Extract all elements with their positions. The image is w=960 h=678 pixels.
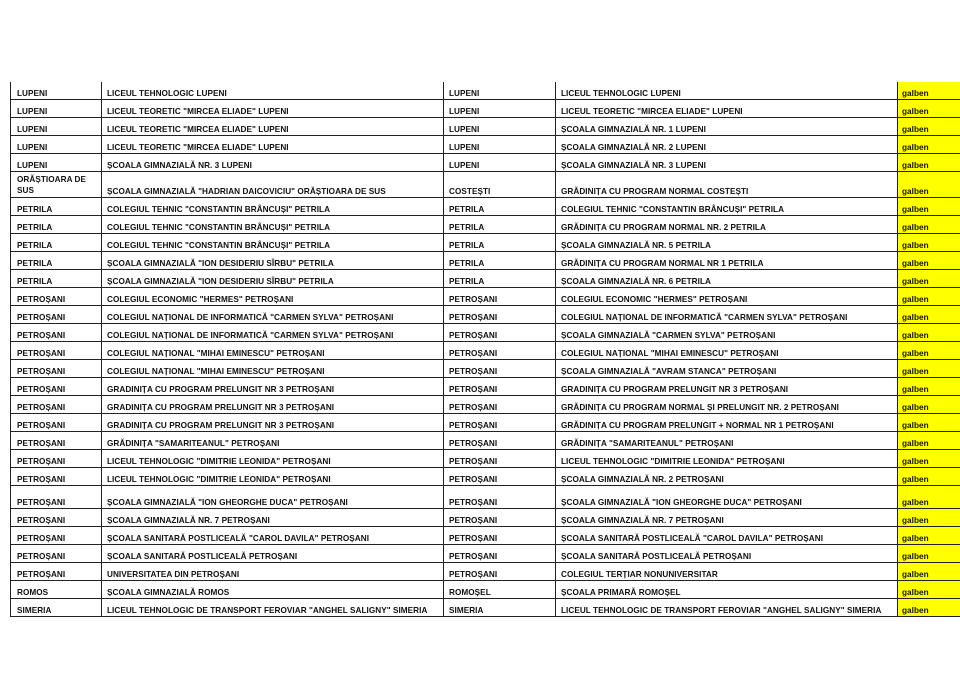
school-unit-cell: COLEGIUL TEHNIC "CONSTANTIN BRÂNCUȘI" PETRILA — [102, 216, 444, 234]
locality-cell: PETROȘANI — [11, 545, 102, 563]
school-unit-cell: ȘCOALA GIMNAZIALĂ ROMOS — [102, 581, 444, 599]
target-unit-cell: GRĂDINIȚA CU PROGRAM NORMAL COSTEȘTI — [556, 172, 898, 198]
target-locality-cell: LUPENI — [444, 118, 556, 136]
locality-cell: PETROȘANI — [11, 414, 102, 432]
target-unit-cell: COLEGIUL TEHNIC "CONSTANTIN BRÂNCUȘI" PETRILA — [556, 198, 898, 216]
table-row — [11, 252, 960, 270]
target-locality-cell: PETRILA — [444, 270, 556, 288]
target-unit-cell: ȘCOALA SANITARĂ POSTLICEALĂ PETROȘANI — [556, 545, 898, 563]
school-unit-cell: LICEUL TEORETIC "MIRCEA ELIADE" LUPENI — [102, 118, 444, 136]
target-locality-cell: PETROȘANI — [444, 468, 556, 486]
school-unit-cell: LICEUL TEHNOLOGIC "DIMITRIE LEONIDA" PETROȘANI — [102, 450, 444, 468]
table-row — [11, 378, 960, 396]
table-row — [11, 82, 960, 100]
status-cell: galben — [898, 198, 960, 216]
status-cell: galben — [898, 378, 960, 396]
locality-cell: PETRILA — [11, 234, 102, 252]
target-unit-cell: GRĂDINIȚA CU PROGRAM PRELUNGIT + NORMAL NR 1 PETROȘANI — [556, 414, 898, 432]
table-row — [11, 306, 960, 324]
target-locality-cell: SIMERIA — [444, 599, 556, 617]
status-cell: galben — [898, 252, 960, 270]
status-cell: galben — [898, 216, 960, 234]
target-unit-cell: ȘCOALA GIMNAZIALĂ NR. 7 PETROȘANI — [556, 509, 898, 527]
table-row — [11, 468, 960, 486]
status-cell: galben — [898, 414, 960, 432]
target-locality-cell: PETROȘANI — [444, 450, 556, 468]
target-unit-cell: ȘCOALA GIMNAZIALĂ NR. 5 PETRILA — [556, 234, 898, 252]
status-cell: galben — [898, 234, 960, 252]
table-row — [11, 100, 960, 118]
locality-cell: PETROȘANI — [11, 306, 102, 324]
status-cell: galben — [898, 324, 960, 342]
school-unit-cell: ȘCOALA GIMNAZIALĂ NR. 7 PETROȘANI — [102, 509, 444, 527]
table-row — [11, 563, 960, 581]
locality-cell: PETROȘANI — [11, 396, 102, 414]
locality-cell: LUPENI — [11, 118, 102, 136]
target-locality-cell: LUPENI — [444, 154, 556, 172]
school-unit-cell: ȘCOALA SANITARĂ POSTLICEALĂ "CAROL DAVILA" PETROȘANI — [102, 527, 444, 545]
status-cell: galben — [898, 545, 960, 563]
locality-cell: PETROȘANI — [11, 432, 102, 450]
target-unit-cell: LICEUL TEHNOLOGIC DE TRANSPORT FEROVIAR "ANGHEL SALIGNY" SIMERIA — [556, 599, 898, 617]
target-unit-cell: LICEUL TEHNOLOGIC "DIMITRIE LEONIDA" PETROȘANI — [556, 450, 898, 468]
status-cell: galben — [898, 432, 960, 450]
status-cell: galben — [898, 509, 960, 527]
target-unit-cell: GRĂDINIȚA CU PROGRAM NORMAL NR 1 PETRILA — [556, 252, 898, 270]
locality-cell: PETROȘANI — [11, 509, 102, 527]
table-row — [11, 198, 960, 216]
table-row — [11, 545, 960, 563]
target-unit-cell: ȘCOALA GIMNAZIALĂ NR. 6 PETRILA — [556, 270, 898, 288]
locality-cell: PETROȘANI — [11, 527, 102, 545]
school-unit-cell: LICEUL TEHNOLOGIC "DIMITRIE LEONIDA" PETROȘANI — [102, 468, 444, 486]
school-unit-cell: ȘCOALA SANITARĂ POSTLICEALĂ PETROȘANI — [102, 545, 444, 563]
locality-cell: PETROȘANI — [11, 450, 102, 468]
target-locality-cell: PETRILA — [444, 216, 556, 234]
spreadsheet-page — [10, 82, 960, 617]
locality-cell: LUPENI — [11, 136, 102, 154]
school-unit-cell: ȘCOALA GIMNAZIALĂ NR. 3 LUPENI — [102, 154, 444, 172]
target-unit-cell: ȘCOALA GIMNAZIALĂ NR. 3 LUPENI — [556, 154, 898, 172]
target-locality-cell: PETROȘANI — [444, 432, 556, 450]
target-locality-cell: PETROȘANI — [444, 288, 556, 306]
status-cell: galben — [898, 599, 960, 617]
status-cell: galben — [898, 172, 960, 198]
table-row — [11, 118, 960, 136]
target-locality-cell: LUPENI — [444, 100, 556, 118]
school-unit-cell: COLEGIUL ECONOMIC "HERMES" PETROȘANI — [102, 288, 444, 306]
target-unit-cell: ȘCOALA GIMNAZIALĂ "CARMEN SYLVA" PETROȘANI — [556, 324, 898, 342]
target-unit-cell: ȘCOALA GIMNAZIALĂ "AVRAM STANCA" PETROȘANI — [556, 360, 898, 378]
table-row — [11, 136, 960, 154]
target-locality-cell: PETROȘANI — [444, 527, 556, 545]
locality-cell: LUPENI — [11, 154, 102, 172]
locality-cell: PETRILA — [11, 198, 102, 216]
table-row — [11, 450, 960, 468]
target-locality-cell: PETROȘANI — [444, 306, 556, 324]
locality-cell: PETRILA — [11, 216, 102, 234]
locality-cell: PETROȘANI — [11, 468, 102, 486]
status-cell: galben — [898, 154, 960, 172]
table-row — [11, 270, 960, 288]
school-unit-cell: LICEUL TEHNOLOGIC DE TRANSPORT FEROVIAR "ANGHEL SALIGNY" SIMERIA — [102, 599, 444, 617]
table-row — [11, 324, 960, 342]
table-row — [11, 432, 960, 450]
status-cell: galben — [898, 486, 960, 509]
table-row — [11, 360, 960, 378]
school-unit-cell: GRĂDINIȚA "SAMARITEANUL" PETROȘANI — [102, 432, 444, 450]
locality-cell: PETROȘANI — [11, 288, 102, 306]
school-unit-cell: GRADINIȚA CU PROGRAM PRELUNGIT NR 3 PETROȘANI — [102, 396, 444, 414]
school-unit-cell: LICEUL TEORETIC "MIRCEA ELIADE" LUPENI — [102, 100, 444, 118]
status-cell: galben — [898, 118, 960, 136]
target-locality-cell: PETRILA — [444, 234, 556, 252]
target-locality-cell: COSTEȘTI — [444, 172, 556, 198]
target-unit-cell: COLEGIUL ECONOMIC "HERMES" PETROȘANI — [556, 288, 898, 306]
status-cell: galben — [898, 82, 960, 100]
school-unit-cell: COLEGIUL NAȚIONAL "MIHAI EMINESCU" PETROȘANI — [102, 360, 444, 378]
target-locality-cell: LUPENI — [444, 136, 556, 154]
locality-cell: PETROȘANI — [11, 563, 102, 581]
status-cell: galben — [898, 288, 960, 306]
locality-cell: ROMOS — [11, 581, 102, 599]
locality-cell: PETRILA — [11, 270, 102, 288]
table-row — [11, 234, 960, 252]
school-unit-cell: LICEUL TEORETIC "MIRCEA ELIADE" LUPENI — [102, 136, 444, 154]
schools-table — [10, 82, 960, 617]
locality-cell: LUPENI — [11, 100, 102, 118]
table-row — [11, 288, 960, 306]
status-cell: galben — [898, 396, 960, 414]
target-unit-cell: COLEGIUL NAȚIONAL DE INFORMATICĂ "CARMEN SYLVA" PETROȘANI — [556, 306, 898, 324]
table-row — [11, 216, 960, 234]
school-unit-cell: ȘCOALA GIMNAZIALĂ "ION DESIDERIU SÎRBU" PETRILA — [102, 270, 444, 288]
target-unit-cell: GRĂDINIȚA CU PROGRAM NORMAL NR. 2 PETRILA — [556, 216, 898, 234]
target-unit-cell: GRĂDINIȚA CU PROGRAM NORMAL ȘI PRELUNGIT NR. 2 PETROȘANI — [556, 396, 898, 414]
target-unit-cell: ȘCOALA GIMNAZIALĂ NR. 2 LUPENI — [556, 136, 898, 154]
table-row — [11, 581, 960, 599]
status-cell: galben — [898, 450, 960, 468]
school-unit-cell: GRADINIȚA CU PROGRAM PRELUNGIT NR 3 PETROȘANI — [102, 378, 444, 396]
table-row — [11, 599, 960, 617]
school-unit-cell: GRADINIȚA CU PROGRAM PRELUNGIT NR 3 PETROȘANI — [102, 414, 444, 432]
table-row — [11, 154, 960, 172]
target-unit-cell: ȘCOALA GIMNAZIALĂ NR. 1 LUPENI — [556, 118, 898, 136]
school-unit-cell: UNIVERSITATEA DIN PETROȘANI — [102, 563, 444, 581]
target-unit-cell: LICEUL TEHNOLOGIC LUPENI — [556, 82, 898, 100]
target-unit-cell: GRĂDINIȚA "SAMARITEANUL" PETROȘANI — [556, 432, 898, 450]
school-unit-cell: COLEGIUL NAȚIONAL DE INFORMATICĂ "CARMEN SYLVA" PETROȘANI — [102, 324, 444, 342]
locality-cell: SIMERIA — [11, 599, 102, 617]
target-unit-cell: COLEGIUL NAȚIONAL "MIHAI EMINESCU" PETROȘANI — [556, 342, 898, 360]
target-locality-cell: PETROȘANI — [444, 414, 556, 432]
locality-cell: LUPENI — [11, 82, 102, 100]
target-unit-cell: ȘCOALA SANITARĂ POSTLICEALĂ "CAROL DAVILA" PETROȘANI — [556, 527, 898, 545]
target-locality-cell: ROMOȘEL — [444, 581, 556, 599]
status-cell: galben — [898, 270, 960, 288]
target-locality-cell: PETRILA — [444, 198, 556, 216]
school-unit-cell: LICEUL TEHNOLOGIC LUPENI — [102, 82, 444, 100]
school-unit-cell: COLEGIUL TEHNIC "CONSTANTIN BRÂNCUȘI" PETRILA — [102, 234, 444, 252]
table-row — [11, 172, 960, 198]
target-locality-cell: PETRILA — [444, 252, 556, 270]
table-row — [11, 342, 960, 360]
school-unit-cell: ȘCOALA GIMNAZIALĂ "ION DESIDERIU SÎRBU" PETRILA — [102, 252, 444, 270]
status-cell: galben — [898, 527, 960, 545]
status-cell: galben — [898, 342, 960, 360]
target-unit-cell: COLEGIUL TERȚIAR NONUNIVERSITAR — [556, 563, 898, 581]
target-locality-cell: PETROȘANI — [444, 563, 556, 581]
school-unit-cell: COLEGIUL TEHNIC "CONSTANTIN BRÂNCUȘI" PETRILA — [102, 198, 444, 216]
table-row — [11, 509, 960, 527]
target-unit-cell: ȘCOALA GIMNAZIALĂ NR. 2 PETROȘANI — [556, 468, 898, 486]
target-locality-cell: PETROȘANI — [444, 545, 556, 563]
target-locality-cell: LUPENI — [444, 82, 556, 100]
target-locality-cell: PETROȘANI — [444, 360, 556, 378]
table-body — [11, 82, 960, 617]
status-cell: galben — [898, 581, 960, 599]
locality-cell: PETROȘANI — [11, 342, 102, 360]
table-row — [11, 396, 960, 414]
status-cell: galben — [898, 468, 960, 486]
target-unit-cell: ȘCOALA PRIMARĂ ROMOȘEL — [556, 581, 898, 599]
target-unit-cell: ȘCOALA GIMNAZIALĂ "ION GHEORGHE DUCA" PETROȘANI — [556, 486, 898, 509]
locality-cell: PETROȘANI — [11, 324, 102, 342]
target-locality-cell: PETROȘANI — [444, 324, 556, 342]
locality-cell: PETROȘANI — [11, 378, 102, 396]
table-row — [11, 527, 960, 545]
table-row — [11, 486, 960, 509]
target-locality-cell: PETROȘANI — [444, 342, 556, 360]
status-cell: galben — [898, 360, 960, 378]
school-unit-cell: COLEGIUL NAȚIONAL DE INFORMATICĂ "CARMEN SYLVA" PETROȘANI — [102, 306, 444, 324]
status-cell: galben — [898, 563, 960, 581]
locality-cell: PETROȘANI — [11, 360, 102, 378]
target-unit-cell: LICEUL TEORETIC "MIRCEA ELIADE" LUPENI — [556, 100, 898, 118]
status-cell: galben — [898, 306, 960, 324]
locality-cell: ORĂȘTIOARA DE SUS — [11, 172, 102, 198]
target-unit-cell: GRADINIȚA CU PROGRAM PRELUNGIT NR 3 PETROȘANI — [556, 378, 898, 396]
target-locality-cell: PETROȘANI — [444, 378, 556, 396]
table-row — [11, 414, 960, 432]
school-unit-cell: ȘCOALA GIMNAZIALĂ "ION GHEORGHE DUCA" PETROȘANI — [102, 486, 444, 509]
status-cell: galben — [898, 136, 960, 154]
target-locality-cell: PETROȘANI — [444, 396, 556, 414]
target-locality-cell: PETROȘANI — [444, 486, 556, 509]
locality-cell: PETROȘANI — [11, 486, 102, 509]
status-cell: galben — [898, 100, 960, 118]
school-unit-cell: COLEGIUL NAȚIONAL "MIHAI EMINESCU" PETROȘANI — [102, 342, 444, 360]
target-locality-cell: PETROȘANI — [444, 509, 556, 527]
school-unit-cell: ȘCOALA GIMNAZIALĂ "HADRIAN DAICOVICIU" ORĂȘTIOARA DE SUS — [102, 172, 444, 198]
locality-cell: PETRILA — [11, 252, 102, 270]
